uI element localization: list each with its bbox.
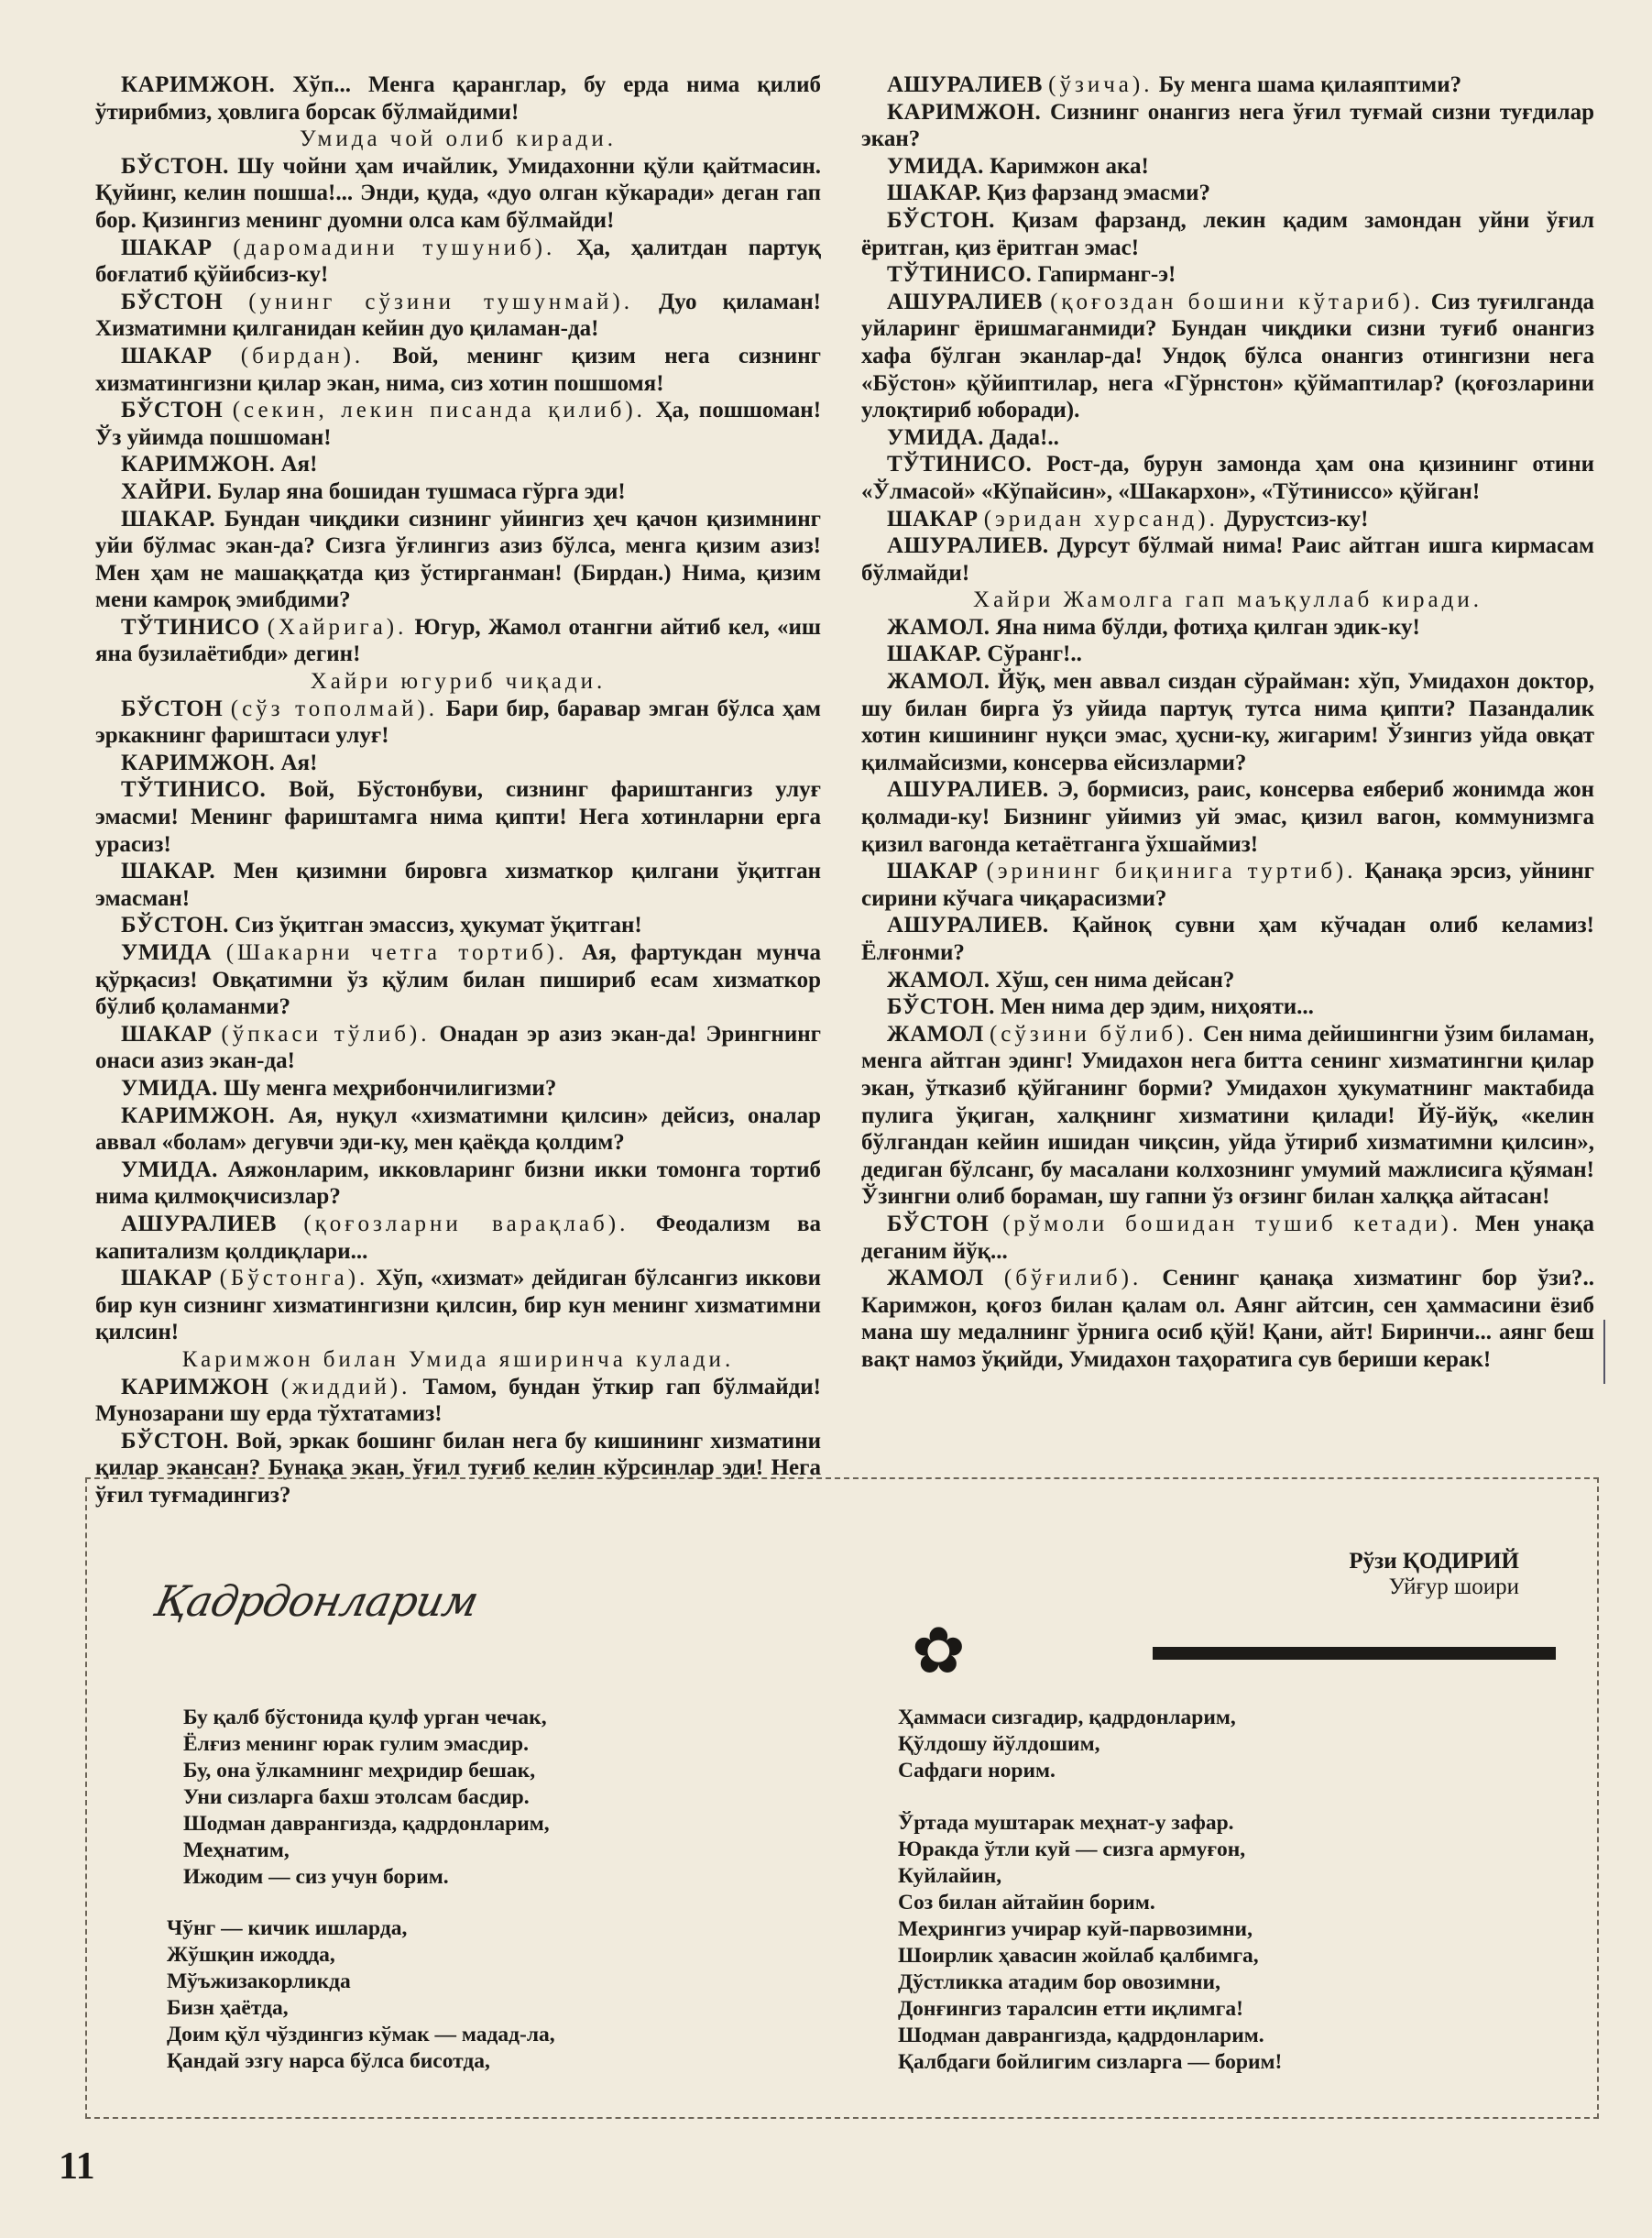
stage-direction: Умида чой олиб киради. <box>300 126 617 152</box>
dialogue-text: Ая! <box>280 452 318 477</box>
speaker-name: УМИДА <box>121 940 213 965</box>
dialogue-line <box>861 153 1594 181</box>
dialogue-text: Вой, эркак бошинг билан нега бу кишининг хизматини қилар экансан? Бунақа экан, ўғил туғиб келин кўрсинлар эди! Нега ўғил туғмадингиз? <box>95 1428 821 1508</box>
speaker-name: БЎСТОН. <box>121 913 229 938</box>
speaker-name: ЖАМОЛ <box>887 1266 984 1291</box>
dialogue-text: Бундан чиқдики сизнинг уйингиз ҳеч қачон қизимнинг уйи бўлмас экан-да? Сизга ўғлингиз азиз бўлса, менга қизим азиз! Мен ҳам не машаққатда қиз ўстирганман! (Бирдан.) Нима, қизим мени камроқ эмибдими? <box>95 506 822 613</box>
speaker-name: ТЎТИНИСО <box>121 614 260 640</box>
speaker-name: ТЎТИНИСО. <box>887 262 1033 288</box>
dialogue-line <box>95 1374 821 1428</box>
poem-line: Бу қалб бўстонида қулф урган чечак, <box>183 1706 547 1729</box>
speaker-name: ШАКАР. <box>121 506 216 532</box>
dialogue-text: Ҳа, ҳалитдан партуқ боғлатиб қўйибсиз-ку! <box>95 235 821 288</box>
play-column-left <box>95 71 821 1508</box>
dialogue-text: Э, бормисиз, раис, консерва еябериб жонимда жон қолмади-ку! Бизнинг уйимиз уй эмас, қизил вагон, коммунизмга қизил вагонда кетаётганга ўхшаймиз! <box>861 777 1594 857</box>
dialogue-text: Рост-да, бурун замонда ҳам она қизининг отини «Ўлмасой» «Кўпайсин», «Шакархон», «Тўтиниссо» қўйган! <box>861 452 1595 504</box>
dialogue-line <box>95 397 821 451</box>
dialogue-text: Ая, нуқул «хизматимни қилсин» дейсиз, оналар аввал «болам» дегувчи эди-ку, мен қаёқда қолдим? <box>95 1103 822 1156</box>
poem-line: Шодман даврангизда, қадрдонларим, <box>183 1812 550 1836</box>
dialogue-text: Сиз туғилганда уйларинг ёришмаганмиди? Бундан чиқдики сизни туғиб онангиз хафа бўлган эканлар-да! Ундоқ бўлса онангиз отингизни нега «Бўстон» қўйиптилар, нега «Гўрнстон» қўймаптилар? (қоғозларини улоқтириб юборади). <box>861 289 1594 423</box>
poem-stanza <box>183 1705 550 1891</box>
dialogue-text: Мен унақа деганим йўқ... <box>861 1211 1595 1264</box>
dialogue-line <box>861 451 1594 505</box>
speaker-name: АШУРАЛИЕВ. <box>887 913 1049 938</box>
speaker-name: ЖАМОЛ. <box>887 967 990 993</box>
dialogue-text: Вой, менинг қизим нега сизнинг хизматингизни қилар экан, нима, сиз хотин пошшомя! <box>95 343 821 396</box>
speaker-direction: (бўғилиб). <box>1003 1266 1143 1291</box>
dialogue-line <box>861 1265 1594 1373</box>
dialogue-text: Булар яна бошидан тушмаса гўрга эди! <box>217 478 626 504</box>
dialogue-line <box>95 614 821 668</box>
dialogue-text: Мен қизимни бировга хизматкор қилгани ўқитган эмасман! <box>95 859 822 911</box>
poem-line: Мўъжизакорликда <box>167 1969 351 1993</box>
poem-author-block <box>1349 1549 1519 1600</box>
poem-line: Ўртада муштарак меҳнат-у зафар. <box>898 1811 1234 1835</box>
dialogue-text: Онадан эр азиз экан-да! Эрингнинг онаси азиз экан-да! <box>95 1021 821 1074</box>
dialogue-line <box>95 153 821 235</box>
speaker-name: ШАКАР. <box>121 859 216 884</box>
dialogue-text: Сенинг қанақа хизматинг бор ўзи?.. Каримжон, қоғоз билан қалам ол. Аянг айтсин, сен ҳаммасини ёзиб мана шу медалнинг ўрнига осиб қўй! Қани, айт! Биринчи... аянг беш вақт намоз ўқийди, Умидахон таҳоратига сув бериши керак! <box>861 1266 1595 1372</box>
dialogue-text: Хўп, «хизмат» дейдиган бўлсангиз иккови бир кун сизнинг хизматингизни қилсин, бир кун менинг хизматимни қилсин! <box>95 1266 822 1345</box>
poem-stanza <box>167 1915 555 2075</box>
dialogue-line <box>95 235 821 289</box>
speaker-name: БЎСТОН. <box>121 1428 229 1454</box>
flower-ornament-icon: ✿ <box>912 1617 966 1687</box>
dialogue-text: Йўқ, мен аввал сиздан сўрайман: хўп, Умидахон доктор, шу билан бирга ўз уйида партуқ тутса нима қипти? Пазандалик хотин кишининг нуқси эмас, ҳусни-ку, жигарим! Ўзингиз уйда овқат қилмайсизми, консерва ейсизларми? <box>861 669 1595 775</box>
speaker-name: УМИДА. <box>121 1157 218 1182</box>
speaker-name: ШАКАР <box>121 1266 213 1291</box>
dialogue-line <box>95 776 821 858</box>
speaker-name: КАРИМЖОН. <box>121 452 276 477</box>
play-column-right <box>861 71 1594 1374</box>
speaker-name: АШУРАЛИЕВ <box>887 72 1043 97</box>
dialogue-line <box>95 1103 821 1157</box>
poem-line: Донғингиз таралсин етти иқлимга! <box>898 1997 1243 2021</box>
dialogue-line <box>861 614 1594 642</box>
dialogue-text: Шу чойни ҳам ичайлик, Умидахонни қўли қайтмасин. Қуйинг, келин пошша!... Энди, қуда, «дуо олган кўкаради» деган гап бор. Қизингиз менинг дуомни олса кам бўлмайди! <box>95 153 822 233</box>
poem-line: Дўстликка атадим бор овозимни, <box>898 1970 1220 1994</box>
speaker-name: ЖАМОЛ. <box>887 614 990 640</box>
dialogue-text: Каримжон ака! <box>990 153 1149 179</box>
dialogue-text: Дурсут бўлмай нима! Раис айтган ишга кирмасам бўлмайди! <box>861 533 1594 586</box>
speaker-direction: (эрининг биқинига туртиб). <box>986 859 1357 884</box>
speaker-direction: (сўз тополмай). <box>230 696 438 721</box>
poem-line: Куйлайин, <box>898 1864 1002 1888</box>
speaker-name: УМИДА. <box>121 1075 218 1101</box>
dialogue-text: Сиз ўқитган эмассиз, ҳукумат ўқитган! <box>235 913 642 938</box>
poem-line: Меҳрингиз учирар куй-парвозимни, <box>898 1917 1253 1941</box>
speaker-name: ШАКАР. <box>887 642 982 667</box>
dialogue-line <box>95 858 821 912</box>
dialogue-text: Ая, фартукдан мунча қўрқасиз! Овқатимни ўз қўлим билан пишириб есам хизматкор бўлиб қоламанми? <box>95 940 822 1020</box>
dialogue-line <box>95 1211 821 1265</box>
poem-line: Соз билан айтайин борим. <box>898 1891 1155 1914</box>
speaker-direction: (қоғоздан бошини кўтариб). <box>1050 289 1424 314</box>
dialogue-text: Ая! <box>280 750 318 775</box>
dialogue-text: Ҳа, пошшоман! Ўз уйимда пошшоман! <box>95 398 822 450</box>
speaker-name: БЎСТОН <box>121 696 224 721</box>
dialogue-line <box>861 506 1594 533</box>
speaker-name: ТЎТИНИСО. <box>887 452 1033 477</box>
speaker-name: ШАКАР <box>121 343 213 368</box>
dialogue-line <box>95 1075 821 1103</box>
speaker-name: ХАЙРИ. <box>121 478 213 504</box>
stage-direction: Каримжон билан Умида яширинча кулади. <box>181 1346 735 1372</box>
poem-line: Шоирлик ҳавасин жойлаб қалбимга, <box>898 1944 1259 1968</box>
poem-stanza <box>898 1705 1236 1784</box>
poem-line: Қалбдаги бойлигим сизларга — борим! <box>898 2050 1283 2074</box>
speaker-direction: (секин, лекин писанда қилиб). <box>232 398 646 423</box>
speaker-direction: (унинг сўзини тушунмай). <box>248 289 633 314</box>
speaker-name: ШАКАР <box>121 1021 213 1047</box>
dialogue-line <box>861 776 1594 858</box>
speaker-direction: (рўмоли бошидан тушиб кетади). <box>1002 1211 1462 1236</box>
speaker-name: БЎСТОН. <box>887 207 995 233</box>
margin-pen-mark <box>1603 1320 1605 1384</box>
dialogue-line <box>861 207 1594 261</box>
speaker-direction: (бирдан). <box>240 343 365 368</box>
speaker-direction: (Шакарни четга тортиб). <box>225 940 568 965</box>
dialogue-text: Феодализм ва капитализм қолдиқлари... <box>95 1211 821 1264</box>
dialogue-line <box>861 993 1594 1021</box>
dialogue-text: Сўранг!.. <box>987 642 1082 667</box>
dialogue-line <box>861 289 1594 424</box>
speaker-name: АШУРАЛИЕВ. <box>887 533 1049 559</box>
poem-line: Доим қўл чўздингиз кўмак — мадад-ла, <box>167 2023 555 2046</box>
speaker-name: АШУРАЛИЕВ. <box>887 777 1049 803</box>
poem-line: Шодман даврангизда, қадрдонларим. <box>898 2024 1264 2047</box>
dialogue-text: Қанақа эрсиз, уйнинг сирини кўчага чиқарасизми? <box>861 859 1594 911</box>
dialogue-line <box>861 424 1594 452</box>
speaker-name: КАРИМЖОН <box>121 1374 269 1399</box>
poem-line: Чўнг — кичик ишларда, <box>167 1916 408 1940</box>
dialogue-line <box>861 532 1594 587</box>
speaker-direction: (қоғозларни варақлаб). <box>303 1211 629 1236</box>
speaker-direction: (Хайрига). <box>267 614 408 640</box>
speaker-direction: (сўзини бўлиб). <box>989 1021 1198 1047</box>
dialogue-line <box>95 1157 821 1211</box>
dialogue-text: Қиз фарзанд эмасми? <box>987 181 1210 206</box>
speaker-name: КАРИМЖОН. <box>121 750 276 775</box>
page-number: 11 <box>59 2145 95 2188</box>
stage-direction: Хайри югуриб чиқади. <box>310 669 607 695</box>
dialogue-text: Яна нима бўлди, фотиҳа қилган эдик-ку! <box>995 614 1420 640</box>
speaker-name: АШУРАЛИЕВ <box>121 1211 277 1236</box>
poem-line: Жўшқин ижодда, <box>167 1943 335 1967</box>
dialogue-text: Дурустсиз-ку! <box>1224 506 1369 532</box>
speaker-name: БЎСТОН <box>121 289 224 314</box>
dialogue-line <box>861 858 1594 912</box>
dialogue-text: Гапирманг-э! <box>1037 262 1176 288</box>
dialogue-line <box>861 912 1594 966</box>
dialogue-line <box>861 668 1594 776</box>
speaker-name: БЎСТОН. <box>121 153 229 179</box>
speaker-name: КАРИМЖОН. <box>121 72 276 97</box>
poem-line: Ёлғиз менинг юрак гулим эмасдир. <box>183 1732 529 1756</box>
speaker-name: БЎСТОН <box>887 1211 990 1236</box>
dialogue-text: Сизнинг онангиз нега ўғил туғмай сизни туғдилар экан? <box>861 99 1594 152</box>
poem-line: Меҳнатим, <box>183 1838 290 1862</box>
speaker-name: УМИДА. <box>887 424 984 450</box>
dialogue-line <box>95 289 821 343</box>
dialogue-line <box>95 1265 821 1346</box>
dialogue-text: Аяжонларим, икковларинг бизни икки томонга тортиб нима қилмоқчисизлар? <box>95 1157 821 1210</box>
stage-direction: Хайри Жамолга гап маъқуллаб киради. <box>973 587 1482 613</box>
dialogue-text: Мен нима дер эдим, ниҳояти... <box>1001 994 1314 1020</box>
poem-line: Ҳаммаси сизгадир, қадрдонларим, <box>898 1706 1236 1729</box>
speaker-name: ШАКАР <box>887 859 979 884</box>
speaker-direction: (даромадини тушуниб). <box>233 235 556 260</box>
dialogue-text: Бу менга шама қилаяптими? <box>1158 72 1462 97</box>
dialogue-line <box>861 99 1594 153</box>
dialogue-line <box>95 750 821 777</box>
dialogue-text: Сен нима дейишингни ўзим биламан, менга айтган эдинг! Умидахон нега битта сенинг хизматингни қилар экан, ўтказиб қўйганинг борми? Умидахон ҳукуматнинг мактабида пулига ўқиган, халқнинг хизматини қилади! Йў-йўқ, «келин бўлгандан кейин ишидан чиқсин, уйда ўтириб хизматимни қилсин», дедиган бўлсанг, бу масалани колхознинг умумий мажлисига қўяман! Ўзингни олиб бораман, шу гапни ўз оғзинг билан халққа айтасан! <box>861 1021 1595 1210</box>
poem-line: Қўлдошу йўлдошим, <box>898 1732 1100 1756</box>
speaker-name: КАРИМЖОН. <box>121 1103 276 1128</box>
poem-author-note: Уйғур шоири <box>1388 1574 1519 1599</box>
dialogue-line <box>861 71 1594 99</box>
dialogue-line <box>95 343 821 397</box>
poem-title: Қадрдонларим <box>150 1576 483 1626</box>
dialogue-line <box>861 641 1594 668</box>
dialogue-line <box>861 261 1594 289</box>
dialogue-line <box>95 696 821 750</box>
speaker-name: ШАКАР <box>887 506 979 532</box>
speaker-name: АШУРАЛИЕВ <box>887 289 1043 314</box>
dialogue-text: Югур, Жамол отангни айтиб кел, «иш яна бузилаётибди» дегин! <box>95 614 822 667</box>
speaker-direction: (ўпкаси тўлиб). <box>221 1021 431 1047</box>
poem-line: Юракда ўтли куй — сизга армуғон, <box>898 1838 1246 1861</box>
poem-line: Бу, она ўлкамнинг меҳридир бешак, <box>183 1759 536 1783</box>
speaker-direction: (ўзича). <box>1048 72 1154 97</box>
decorative-bar <box>1153 1647 1556 1660</box>
dialogue-text: Қайноқ сувни ҳам кўчадан олиб келамиз! Ёлғонми? <box>861 913 1594 965</box>
speaker-name: ЖАМОЛ <box>887 1021 984 1047</box>
dialogue-line <box>861 1211 1594 1265</box>
dialogue-line <box>95 451 821 478</box>
dialogue-text: Дада!.. <box>990 424 1059 450</box>
poem-line: Уни сизларга бахш этолсам басдир. <box>183 1785 530 1809</box>
poem-author: Рўзи ҚОДИРИЙ <box>1349 1549 1519 1574</box>
dialogue-text: Дуо қиламан! Хизматимни қилганидан кейин дуо қиламан-да! <box>95 289 821 342</box>
speaker-direction: (жиддий). <box>280 1374 411 1399</box>
poem-line: Сафдаги норим. <box>898 1759 1056 1783</box>
speaker-name: ШАКАР <box>121 235 213 260</box>
dialogue-text: Бари бир, баравар эмган бўлса ҳам эркакнинг фариштаси улуғ! <box>95 696 822 749</box>
speaker-direction: (Бўстонга). <box>219 1266 369 1291</box>
dialogue-line <box>861 1021 1594 1211</box>
dialogue-line <box>861 180 1594 207</box>
dialogue-line <box>95 912 821 939</box>
poem-line: Бизн ҳаётда, <box>167 1996 289 2020</box>
speaker-name: ШАКАР. <box>887 181 982 206</box>
dialogue-text: Хўш, сен нима дейсан? <box>995 967 1235 993</box>
dialogue-text: Тамом, бундан ўткир гап бўлмайди! Мунозарани шу ерда тўхтатамиз! <box>95 1374 822 1427</box>
dialogue-text: Хўп... Менга қаранглар, бу ерда нима қилиб ўтирибмиз, ҳовлига борсак бўлмайдими! <box>95 72 821 125</box>
speaker-name: КАРИМЖОН. <box>887 99 1042 125</box>
dialogue-line <box>861 967 1594 994</box>
speaker-name: УМИДА. <box>887 153 984 179</box>
speaker-direction: (эридан хурсанд). <box>983 506 1219 532</box>
speaker-name: ТЎТИНИСО. <box>121 777 267 803</box>
speaker-name: БЎСТОН. <box>887 994 995 1020</box>
poem-stanza <box>898 1810 1282 2076</box>
dialogue-line <box>95 939 821 1021</box>
dialogue-line <box>95 478 821 506</box>
dialogue-text: Шу менга меҳрибончилигизми? <box>224 1075 557 1101</box>
dialogue-line <box>95 71 821 126</box>
speaker-name: БЎСТОН <box>121 398 224 423</box>
poem-line: Қандай эзгу нарса бўлса бисотда, <box>167 2049 490 2073</box>
dialogue-line <box>95 1021 821 1075</box>
dialogue-line <box>95 506 821 614</box>
dialogue-text: Вой, Бўстонбуви, сизнинг фариштангиз улуғ эмасми! Менинг фариштамга нима қипти! Нега хотинларни ерга урасиз! <box>95 777 822 857</box>
poem-line: Ижодим — сиз учун борим. <box>183 1865 449 1889</box>
dialogue-text: Қизам фарзанд, лекин қадим замондан уйни ўғил ёритган, қиз ёритган эмас! <box>861 207 1595 260</box>
speaker-name: ЖАМОЛ. <box>887 669 990 695</box>
